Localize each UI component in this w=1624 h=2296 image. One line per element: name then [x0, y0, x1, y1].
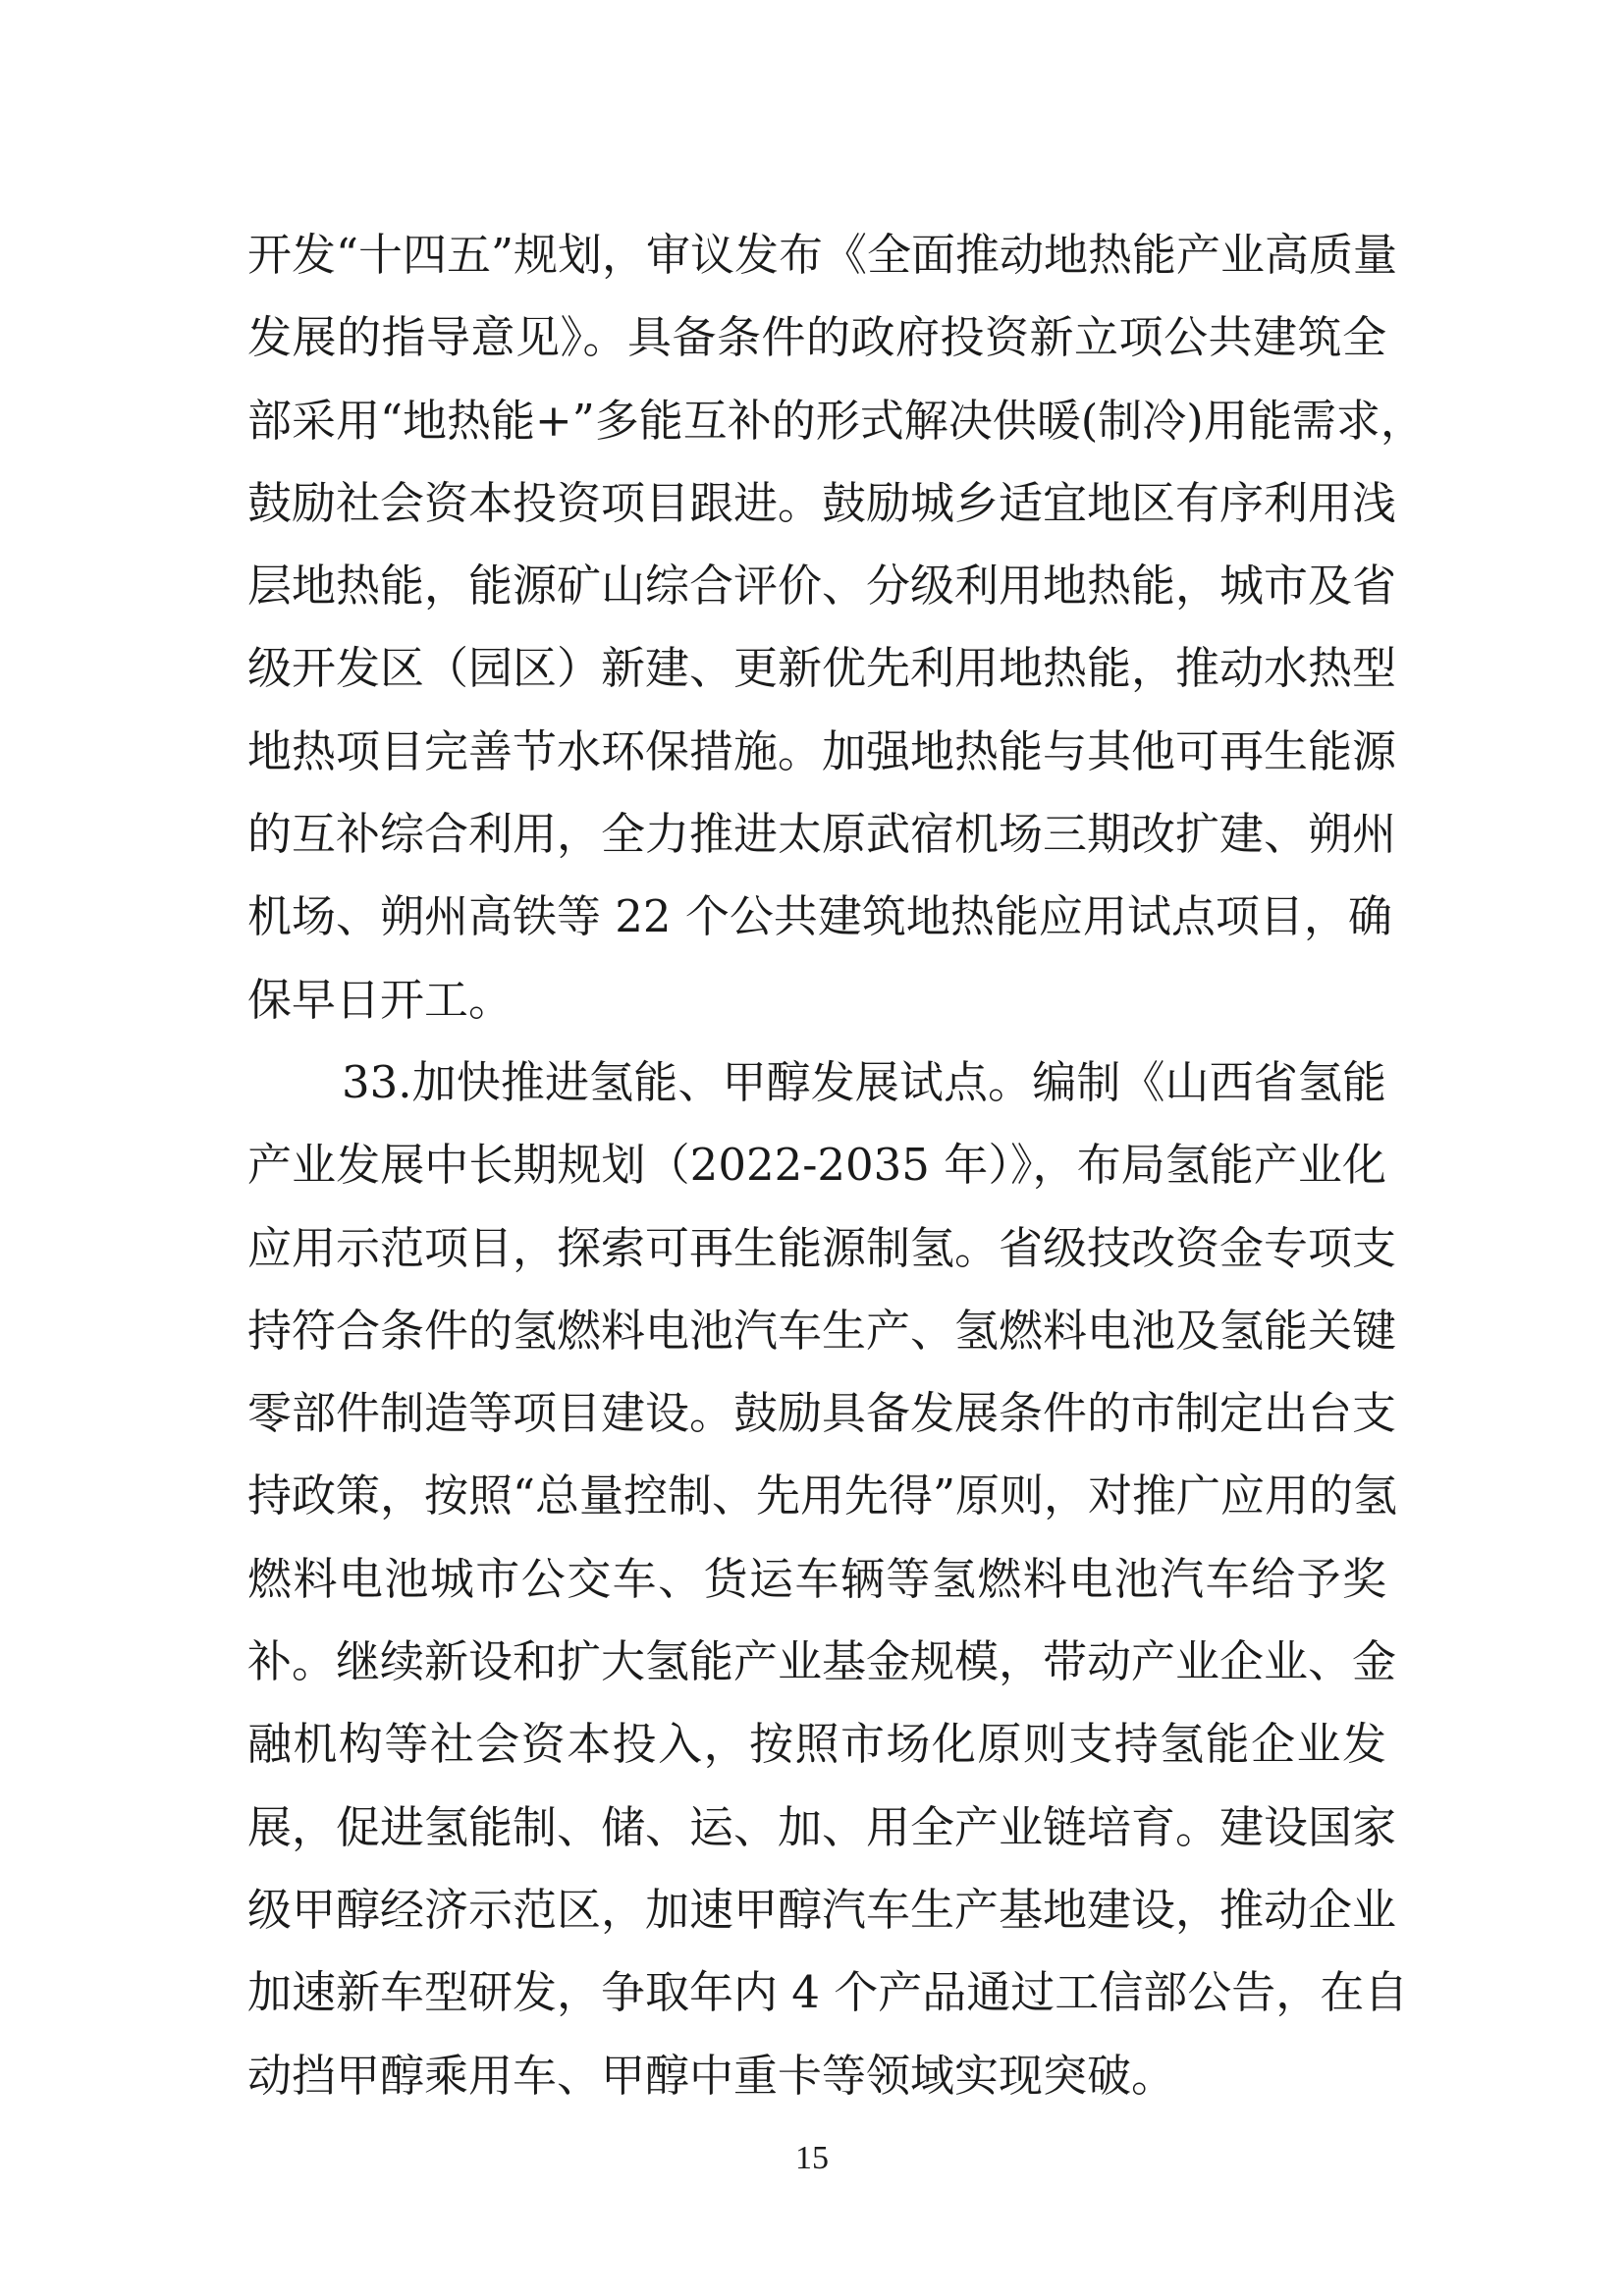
body-text	[247, 214, 1425, 2117]
text-line: 发展的指导意见》。具备条件的政府投资新立项公共建筑全	[247, 311, 1386, 364]
text-line: 展，促进氢能制、储、运、加、用全产业链培育。建设国家	[247, 1800, 1397, 1853]
text-line: 级甲醇经济示范区，加速甲醇汽车生产基地建设，推动企业	[247, 1883, 1397, 1936]
text-line: 燃料电池城市公交车、货运车辆等氢燃料电池汽车给予奖	[247, 1552, 1386, 1605]
text-line: 融机构等社会资本投入，按照市场化原则支持氢能企业发	[247, 1718, 1386, 1771]
text-line: 产业发展中长期规划（2022-2035 年）》，布局氢能产业化	[247, 1139, 1386, 1192]
text-line: 保早日开工。	[247, 973, 514, 1026]
text-line: 鼓励社会资本投资项目跟进。鼓励城乡适宜地区有序利用浅	[247, 476, 1397, 529]
page-number: 15	[795, 2140, 829, 2176]
text-line: 加速新车型研发，争取年内 4 个产品通过工信部公告，在自	[247, 1966, 1409, 2019]
text-line: 机场、朔州高铁等 22 个公共建筑地热能应用试点项目，确	[247, 890, 1392, 943]
text-line: 应用示范项目，探索可再生能源制氢。省级技改资金专项支	[247, 1221, 1397, 1274]
text-line: 持符合条件的氢燃料电池汽车生产、氢燃料电池及氢能关键	[247, 1304, 1397, 1357]
text-line: 零部件制造等项目建设。鼓励具备发展条件的市制定出台支	[247, 1387, 1397, 1440]
text-line: 33.加快推进氢能、甲醇发展试点。编制《山西省氢能	[342, 1055, 1386, 1108]
text-line: 的互补综合利用，全力推进太原武宿机场三期改扩建、朔州	[247, 808, 1397, 861]
text-line: 地热项目完善节水环保措施。加强地热能与其他可再生能源	[247, 724, 1397, 777]
text-line: 层地热能，能源矿山综合评价、分级利用地热能，城市及省	[247, 560, 1397, 613]
text-line: 级开发区（园区）新建、更新优先利用地热能，推动水热型	[247, 642, 1397, 695]
text-line: 部采用“地热能+”多能互补的形式解决供暖(制冷)用能需求，	[247, 394, 1425, 447]
paragraph-hydrogen-methanol	[247, 1041, 1409, 2117]
text-line: 动挡甲醇乘用车、甲醇中重卡等领域实现突破。	[247, 2049, 1176, 2102]
text-line: 持政策，按照“总量控制、先用先得”原则，对推广应用的氢	[247, 1469, 1398, 1522]
paragraph-geothermal	[247, 214, 1425, 1041]
text-line: 补。继续新设和扩大氢能产业基金规模，带动产业企业、金	[247, 1635, 1397, 1688]
text-line: 开发“十四五”规划，审议发布《全面推动地热能产业高质量	[247, 229, 1398, 281]
